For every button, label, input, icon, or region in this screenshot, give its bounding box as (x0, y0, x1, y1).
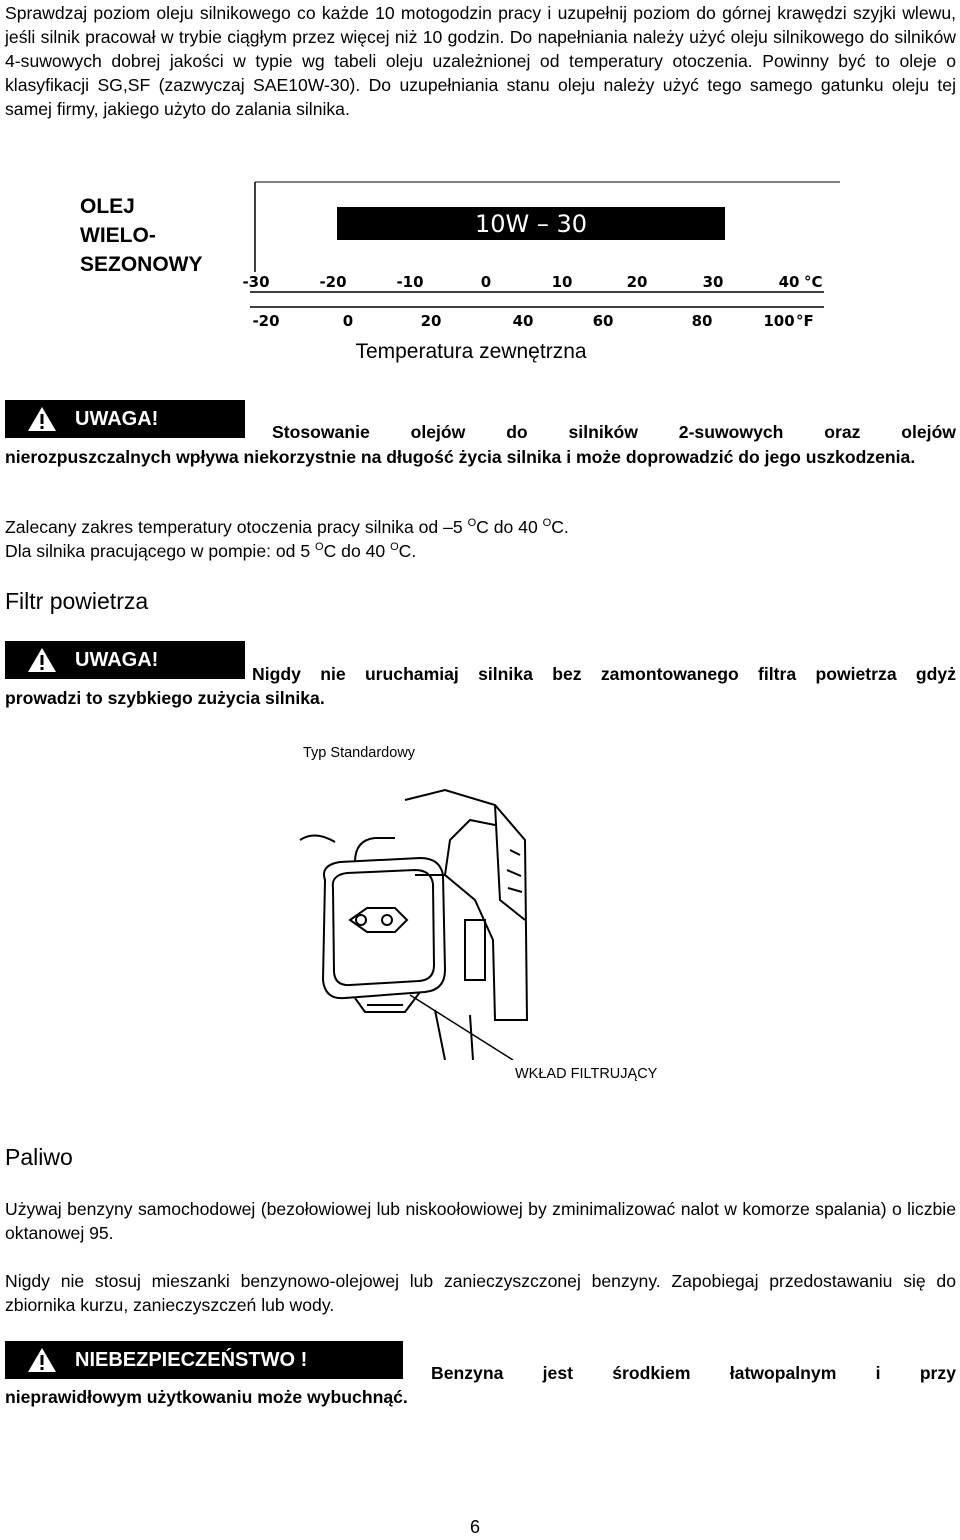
oil-viscosity-chart (80, 180, 840, 370)
warning-badge (5, 400, 245, 438)
celsius-tick-label: 0 (480, 273, 492, 291)
fuel-paragraph-2: Nigdy nie stosuj mieszanki benzynowo-olejowej lub zanieczyszczonej benzyny. Zapobiegaj przedostawaniu się do zbiornika kurzu, zanieczyszczeń lub wody. (5, 1271, 956, 1315)
fuel-danger-lead: Benzyna jest środkiem łatwopalnym i przy (431, 1363, 956, 1383)
oil-label-line1: OLEJ (80, 195, 135, 218)
fahrenheit-tick-label: 40 (512, 312, 534, 330)
temperature-line-2: Dla silnika pracującego w pompie: od 5 $^O$C do 40 $^O$C. (5, 541, 417, 561)
figure-title: Typ Standardowy (303, 745, 416, 761)
fahrenheit-scale (250, 307, 824, 330)
celsius-scale (242, 273, 824, 292)
filter-element-label: WKŁAD FILTRUJĄCY (515, 1066, 658, 1082)
oil-chart-graphic (80, 180, 840, 370)
celsius-tick-label: -20 (319, 273, 347, 291)
viscosity-band-label: 10W – 30 (474, 210, 588, 238)
celsius-tick-label: 20 (626, 273, 648, 291)
celsius-tick-label: -30 (242, 273, 270, 291)
oil-label-line3: SEZONOWY (80, 253, 203, 276)
temperature-range (5, 515, 956, 563)
warning-triangle-icon (27, 1347, 57, 1373)
celsius-tick-label: -10 (396, 273, 424, 291)
danger-badge (5, 1341, 403, 1379)
celsius-tick-label: 30 (702, 273, 724, 291)
fahrenheit-tick-label: 60 (592, 312, 614, 330)
fahrenheit-unit: °F (796, 312, 814, 330)
fahrenheit-tick-label: 0 (342, 312, 354, 330)
fuel-danger-text: nieprawidłowym użytkowaniu może wybuchnąć. (5, 1387, 408, 1407)
air-filter-warning-lead: Nigdy nie uruchamiaj silnika bez zamontowanego filtra powietrza gdyż (252, 664, 956, 684)
fahrenheit-tick-label: -20 (252, 312, 280, 330)
chart-caption: Temperatura zewnętrzna (355, 340, 587, 363)
oil-label-line2: WIELO- (80, 224, 156, 247)
fahrenheit-tick-label: 20 (420, 312, 442, 330)
air-filter-heading: Filtr powietrza (5, 588, 149, 614)
warning-triangle-icon (27, 406, 57, 432)
warning-badge-label: UWAGA! (75, 648, 159, 671)
warning-badge-label: UWAGA! (75, 407, 159, 430)
fahrenheit-tick-label: 100 (763, 312, 795, 330)
air-filter-illustration (295, 780, 535, 1060)
danger-badge-label: NIEBEZPIECZEŃSTWO ! (75, 1348, 308, 1371)
fahrenheit-tick-label: 80 (691, 312, 713, 330)
temperature-line-1: Zalecany zakres temperatury otoczenia pracy silnika od –5 $^O$C do 40 $^O$C. (5, 517, 569, 537)
celsius-tick-label: 40 (778, 273, 800, 291)
oil-warning-lead: Stosowanie olejów do silników 2-suwowych oraz olejów (272, 422, 956, 442)
fuel-paragraph-1: Używaj benzyny samochodowej (bezołowiowej lub niskoołowiowej by zminimalizować nalot w komorze spalania) o liczbie oktanowej 95. (5, 1199, 956, 1243)
air-filter-warning-text: prowadzi to szybkiego zużycia silnika. (5, 688, 325, 708)
oil-intro-paragraph: Sprawdzaj poziom oleju silnikowego co każde 10 motogodzin pracy i uzupełnij poziom do górnej krawędzi szyjki wlewu, jeśli silnik pracował w trybie ciągłym przez więcej niż 10 godzin. Do napełniania należy użyć oleju silnikowego do silników 4-suwowych dobrej jakości w typie wg tabeli oleju uzależnionej od temperatury otoczenia. Powinny być to oleje o klasyfikacji SG,SF (zazwyczaj SAE10W-30). Do uzupełniania stanu oleju należy użyć tego samego gatunku oleju tej samej firmy, jakiego użyto do zalania silnika. (5, 3, 956, 119)
fuel-heading: Paliwo (5, 1144, 73, 1170)
oil-warning-text: nierozpuszczalnych wpływa niekorzystnie na długość życia silnika i może doprowadzić do jego uszkodzenia. (5, 447, 916, 467)
warning-badge (5, 641, 245, 679)
warning-triangle-icon (27, 647, 57, 673)
celsius-tick-label: 10 (551, 273, 573, 291)
celsius-unit: °C (804, 273, 823, 291)
page-number: 6 (470, 1517, 481, 1537)
